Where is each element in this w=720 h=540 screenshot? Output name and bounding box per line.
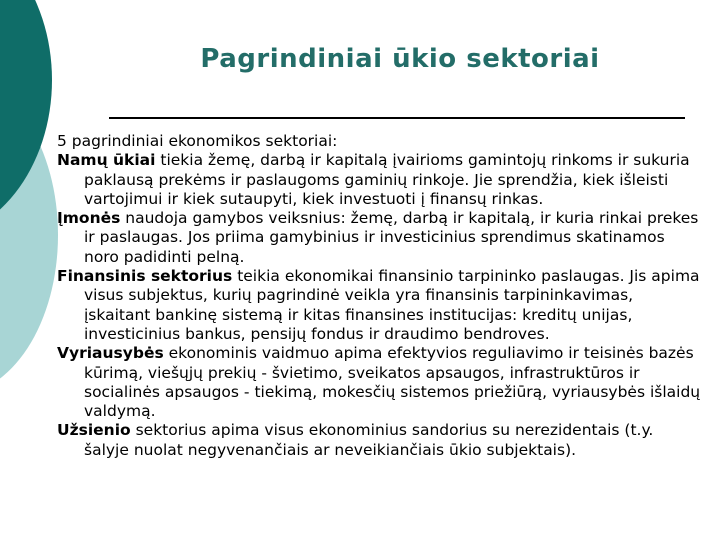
slide-content (57, 132, 702, 460)
sector-firms (57, 209, 702, 267)
sector-term: Namų ūkiai (57, 151, 156, 170)
sector-description: sektorius apima visus ekonominius sandorius su nerezidentais (t.y. šalyje nuolat negyvenančiais ar neveikiančiais ūkio subjektais). (84, 421, 654, 459)
sector-description: naudoja gamybos veiksnius: žemę, darbą ir kapitalą, ir kuria rinkai prekes ir paslaugas. Jos priima gamybinius ir investicinius sprendimus skatinamos noro padidinti pelną. (84, 209, 699, 266)
sector-description: teikia ekonomikai finansinio tarpininko paslaugas. Jis apima visus subjektus, kurių pagrindinė veikla yra finansinis tarpininkavimas, įskaitant bankinę sistemą ir kitas finansines institucijas: kreditų unijas, investicinius bankus, pensijų fondus ir draudimo bendroves. (84, 267, 700, 343)
sector-term: Finansinis sektorius (57, 267, 233, 286)
title-divider (109, 117, 685, 119)
sector-foreign (57, 421, 702, 460)
sector-households (57, 151, 702, 209)
sector-government (57, 344, 702, 421)
sector-term: Vyriausybės (57, 344, 164, 363)
sector-term: Įmonės (57, 209, 121, 228)
sector-description: ekonominis vaidmuo apima efektyvios reguliavimo ir teisinės bazės kūrimą, viešųjų prekių - švietimo, sveikatos apsaugos, infrastruktūros ir socialinės apsaugos - tiekimą, mokesčių sistemos priežiūrą, vyriausybės išlaidų valdymą. (84, 344, 701, 421)
sector-description: tiekia žemę, darbą ir kapitalą įvairioms gamintojų rinkoms ir sukuria paklausą prekėms ir paslaugoms gaminių rinkoje. Jie sprendžia, kiek išleisti vartojimui ir kiek sutaupyti, kiek investuoti į finansų rinkas. (84, 151, 690, 208)
sector-financial (57, 267, 702, 344)
sector-term: Užsienio (57, 421, 131, 440)
intro-text: 5 pagrindiniai ekonomikos sektoriai: (57, 132, 338, 150)
slide-title: Pagrindiniai ūkio sektoriai (200, 44, 600, 74)
